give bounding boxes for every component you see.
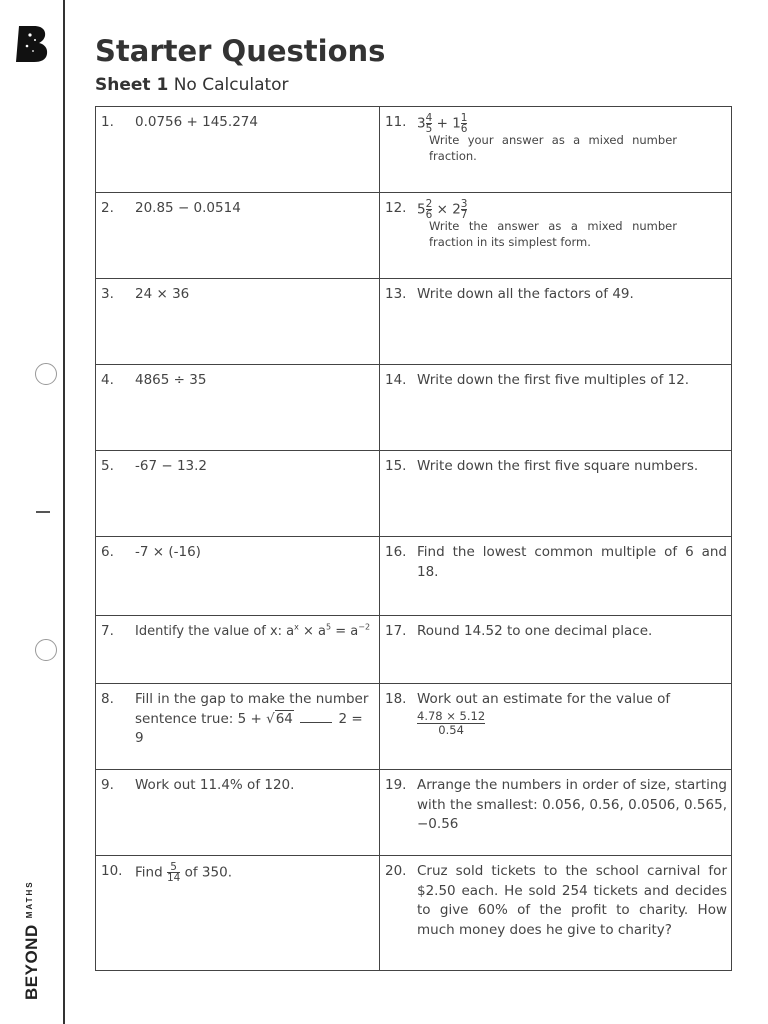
- question-3: 3. 24 × 36: [96, 279, 380, 365]
- beyond-maths-logo-icon: [16, 24, 50, 64]
- question-17: 17. Round 14.52 to one decimal place.: [380, 616, 732, 684]
- question-15: 15. Write down the first five square numbers.: [380, 451, 732, 537]
- table-row: [96, 365, 732, 451]
- question-18: 18. Work out an estimate for the value of $\frac{4.78 \times 5.12}{0.54}$: [380, 684, 732, 770]
- question-20: 20. Cruz sold tickets to the school carnival for $2.50 each. He sold 254 tickets and decides to give 60% of the profit to charity. How much money does he give to charity?: [380, 856, 732, 971]
- question-7: 7. Identify the value of x: $a^x \times a^5 = a^{-2}$: [96, 616, 380, 684]
- table-row: [96, 107, 732, 193]
- brand-wordmark: $BEYOND^{MATHS}$: [22, 880, 41, 1000]
- table-row: [96, 451, 732, 537]
- table-row: [96, 537, 732, 616]
- question-16: 16. Find the lowest common multiple of 6 and 18.: [380, 537, 732, 616]
- question-4: 4. 4865 ÷ 35: [96, 365, 380, 451]
- question-6: 6. -7 × (-16): [96, 537, 380, 616]
- page-title: Starter Questions: [95, 34, 386, 68]
- question-8: 8. Fill in the gap to make the number sentence true: 5 + √64 2 = 9: [96, 684, 380, 770]
- question-10: 10. Find $\frac{5}{14}$ of 350.: [96, 856, 380, 971]
- sheet-subtitle: Sheet 1 No Calculator: [95, 75, 289, 95]
- answer-gap: [300, 710, 332, 723]
- question-1: 1. 0.0756 + 145.274: [96, 107, 380, 193]
- question-11: 11. 3 $\frac{4}{5}$ + 1 $\frac{1}{6}$ Write your answer as a mixed number fraction.: [380, 107, 732, 193]
- question-9: 9. Work out 11.4% of 120.: [96, 770, 380, 856]
- punch-hole: [35, 363, 57, 385]
- margin-line: [63, 0, 65, 1024]
- fold-mark: [36, 511, 50, 513]
- question-14: 14. Write down the first five multiples of 12.: [380, 365, 732, 451]
- table-row: [96, 193, 732, 279]
- table-row: [96, 616, 732, 684]
- table-row: [96, 684, 732, 770]
- question-2: 2. 20.85 − 0.0514: [96, 193, 380, 279]
- table-row: [96, 856, 732, 971]
- question-13: 13. Write down all the factors of 49.: [380, 279, 732, 365]
- punch-hole: [35, 639, 57, 661]
- question-19: 19. Arrange the numbers in order of size, starting with the smallest: 0.056, 0.56, 0.0506, 0.565, −0.56: [380, 770, 732, 856]
- table-row: [96, 279, 732, 365]
- question-12: 12. 5 $\frac{2}{6}$ × 2 $\frac{3}{7}$ Write the answer as a mixed number fraction in its simplest form.: [380, 193, 732, 279]
- questions-table: [95, 106, 732, 971]
- table-row: [96, 770, 732, 856]
- question-5: 5. -67 − 13.2: [96, 451, 380, 537]
